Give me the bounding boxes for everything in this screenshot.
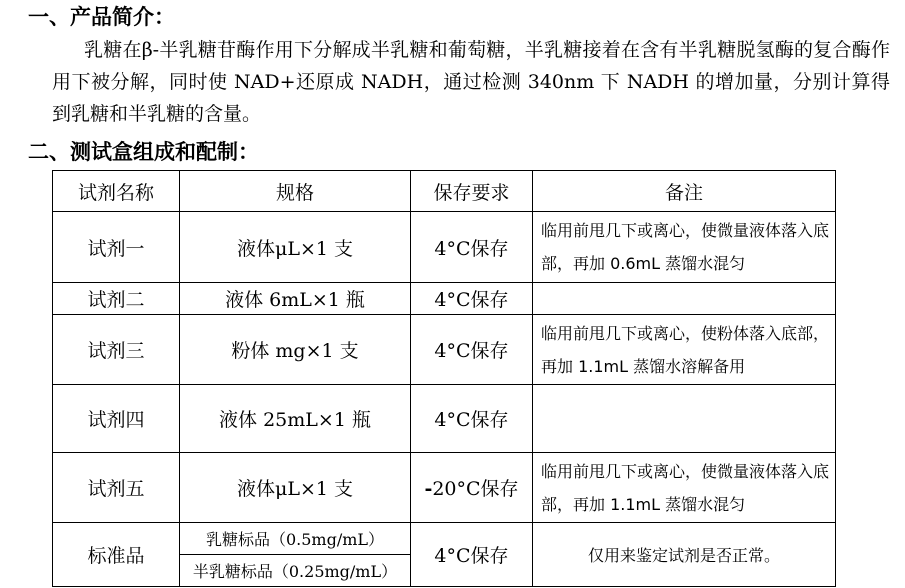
reagent-note	[533, 283, 836, 315]
section-heading-kit: 二、测试盒组成和配制：	[28, 140, 259, 164]
reagent-storage: 4°C保存	[411, 283, 533, 315]
table-header-row	[53, 171, 836, 212]
header-spec: 规格	[180, 171, 411, 212]
reagent-note: 临用前甩几下或离心，使微量液体落入底部，再加 0.6mL 蒸馏水混匀	[533, 212, 836, 283]
reagent-name: 试剂二	[53, 283, 180, 315]
reagent-note: 临用前甩几下或离心，使粉体落入底部，再加 1.1mL 蒸馏水溶解备用	[533, 315, 836, 385]
reagent-spec: 液体 6mL×1 瓶	[180, 283, 411, 315]
reagent-note: 临用前甩几下或离心，使微量液体落入底部，再加 1.1mL 蒸馏水混匀	[533, 453, 836, 523]
table-row	[53, 385, 836, 453]
reagent-spec: 液体μL×1 支	[180, 212, 411, 283]
reagent-table	[52, 170, 836, 587]
table-row-standard	[53, 523, 836, 555]
reagent-name: 试剂五	[53, 453, 180, 523]
table-row	[53, 283, 836, 315]
reagent-spec: 粉体 mg×1 支	[180, 315, 411, 385]
storage-minus-sign: -	[424, 478, 433, 500]
reagent-name: 试剂一	[53, 212, 180, 283]
table-row	[53, 315, 836, 385]
reagent-name: 试剂四	[53, 385, 180, 453]
reagent-spec: 液体 25mL×1 瓶	[180, 385, 411, 453]
header-note: 备注	[533, 171, 836, 212]
standard-storage: 4°C保存	[411, 523, 533, 587]
standard-name: 标准品	[53, 523, 180, 587]
standard-spec-galactose: 半乳糖标品（0.25mg/mL）	[180, 555, 411, 587]
section-heading-intro: 一、产品简介：	[28, 5, 175, 29]
reagent-storage: 4°C保存	[411, 315, 533, 385]
table-row	[53, 453, 836, 523]
storage-temperature: 20°C保存	[432, 478, 519, 500]
reagent-name: 试剂三	[53, 315, 180, 385]
intro-paragraph: 乳糖在β-半乳糖苷酶作用下分解成半乳糖和葡萄糖，半乳糖接着在含有半乳糖脱氢酶的复合酶作用下被分解，同时使 NAD+还原成 NADH，通过检测 340nm 下 NADH 的增加量，分别计算得到乳糖和半乳糖的含量。	[52, 39, 890, 125]
reagent-storage: 4°C保存	[411, 385, 533, 453]
reagent-spec: 液体μL×1 支	[180, 453, 411, 523]
table-row	[53, 212, 836, 283]
standard-spec-lactose: 乳糖标品（0.5mg/mL）	[180, 523, 411, 555]
reagent-note	[533, 385, 836, 453]
header-name: 试剂名称	[53, 171, 180, 212]
reagent-storage	[411, 453, 533, 523]
reagent-storage: 4°C保存	[411, 212, 533, 283]
standard-note: 仅用来鉴定试剂是否正常。	[533, 523, 836, 587]
header-storage: 保存要求	[411, 171, 533, 212]
